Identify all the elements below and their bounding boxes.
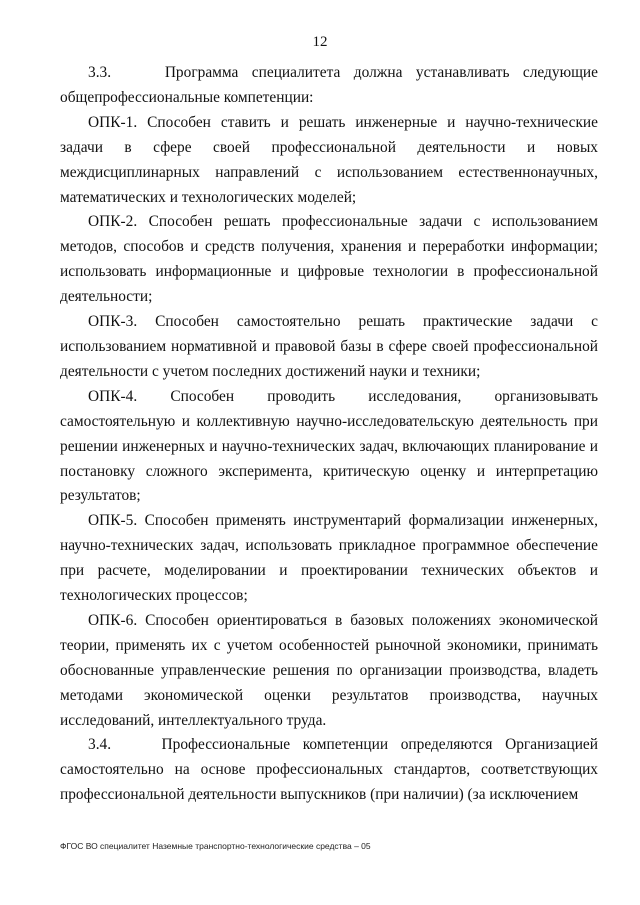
paragraph-opk-5: ОПК-5. Способен применять инструментарий формализации инженерных, научно-технических задач, использовать прикладное программное обеспечение при расчете, моделировании и проектировании технических объектов и технологических процессов;	[60, 512, 598, 605]
paragraph-opk-1: ОПК-1. Способен ставить и решать инженерные и научно-технические задачи в сфере своей профессиональной деятельности и новых междисциплинарных направлений с использованием естественнонаучных, математических и технологических моделей;	[60, 113, 598, 206]
paragraph-opk-6: ОПК-6. Способен ориентироваться в базовых положениях экономической теории, применять их с учетом особенностей рыночной экономики, принимать обоснованные управленческие решения по организации производства, владеть методами экономической оценки результатов производства, научных исследований, интеллектуального труда.	[60, 611, 598, 729]
document-body	[60, 61, 598, 808]
paragraph-opk-3: ОПК-3. Способен самостоятельно решать практические задачи с использованием нормативной и правовой базы в сфере своей профессиональной деятельности с учетом последних достижений науки и техники;	[60, 313, 598, 380]
paragraph-opk-2: ОПК-2. Способен решать профессиональные задачи с использованием методов, способов и средств получения, хранения и переработки информации; использовать информационные и цифровые технологии в профессиональной деятельности;	[60, 213, 598, 306]
paragraph-3-3: 3.3. Программа специалитета должна устанавливать следующие общепрофессиональные компетенции:	[60, 64, 598, 106]
paragraph-3-4: 3.4. Профессиональные компетенции определяются Организацией самостоятельно на основе профессиональных стандартов, соответствующих профессиональной деятельности выпускников (при наличии) (за исключением	[60, 736, 598, 804]
document-footer: ФГОС ВО специалитет Наземные транспортно-технологические средства – 05	[60, 841, 371, 851]
page-number: 12	[312, 34, 328, 50]
paragraph-opk-4: ОПК-4. Способен проводить исследования, организовывать самостоятельную и коллективную научно-исследовательскую деятельность при решении инженерных и научно-технических задач, включающих планирование и постановку сложного эксперимента, критическую оценку и интерпретацию результатов;	[60, 387, 598, 505]
